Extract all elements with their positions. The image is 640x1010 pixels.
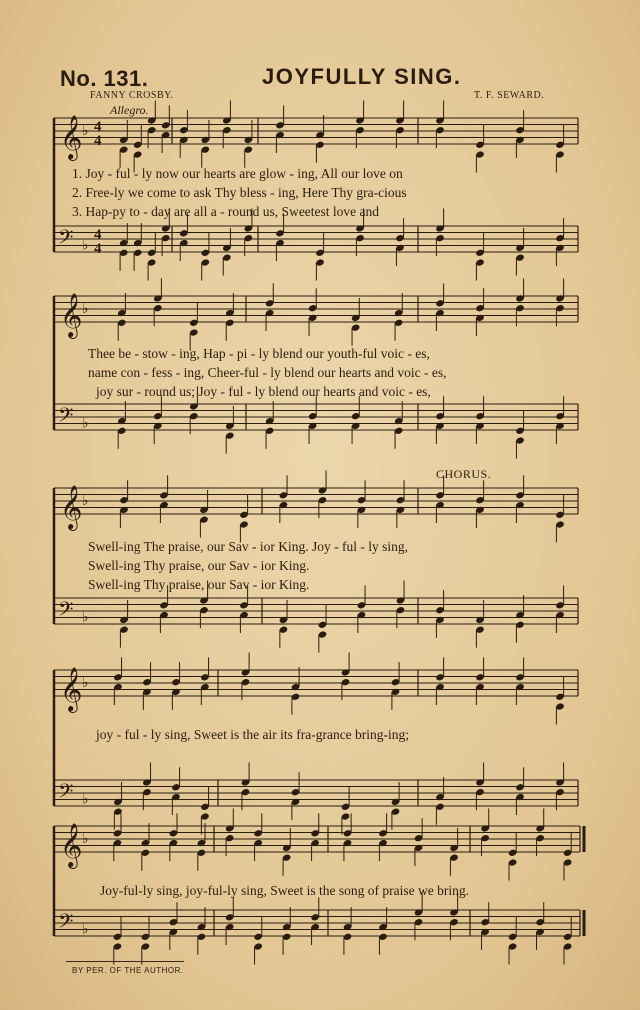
lyric-line: Swell-ing Thy praise, our Sav - ior King. — [88, 558, 310, 573]
footnote: BY PER. OF THE AUTHOR. — [72, 966, 184, 975]
lyric-line: Thee be - stow - ing, Hap - pi - ly blend our youth-ful voic - es, — [88, 346, 430, 361]
flat-sign: ♭ — [82, 791, 89, 808]
time-signature: 4 — [94, 119, 102, 135]
lyric-line: Joy-ful-ly sing, joy-ful-ly sing, Sweet is the song of praise we bring. — [100, 883, 469, 898]
flat-sign: ♭ — [82, 123, 89, 139]
hymn-title: JOYFULLY SING. — [262, 64, 462, 89]
time-signature: 4 — [94, 227, 102, 243]
lyric-line: Swell-ing Thy praise, our Sav - ior King. — [88, 577, 310, 592]
flat-sign: ♭ — [82, 493, 89, 509]
time-signature: 4 — [94, 241, 102, 257]
flat-sign: ♭ — [82, 609, 89, 626]
treble-clef: 𝄞 — [60, 293, 83, 337]
bass-clef: 𝄢 — [58, 909, 74, 938]
bass-clef: 𝄢 — [58, 597, 74, 626]
chorus-label: CHORUS. — [436, 467, 492, 481]
lyric-line: joy sur - round us; Joy - ful - ly blend our hearts and voic - es, — [96, 384, 431, 399]
treble-clef: 𝄞 — [60, 115, 83, 159]
lyric-line: 2. Free-ly we come to ask Thy bless - ing, Here Thy gra-cious — [72, 185, 407, 200]
time-signature: 4 — [94, 133, 102, 149]
tempo-marking: Allegro. — [110, 103, 149, 117]
flat-sign: ♭ — [82, 675, 89, 691]
treble-clef: 𝄞 — [60, 823, 83, 867]
footnote-rule — [66, 961, 184, 962]
flat-sign: ♭ — [82, 921, 89, 938]
flat-sign: ♭ — [82, 831, 89, 847]
flat-sign: ♭ — [82, 415, 89, 432]
treble-clef: 𝄞 — [60, 667, 83, 711]
bass-clef: 𝄢 — [58, 779, 74, 808]
lyric-line: joy - ful - ly sing, Sweet is the air its fra-grance bring-ing; — [96, 727, 410, 742]
lyric-line: name con - fess - ing, Cheer-ful - ly blend our hearts and voic - es, — [88, 365, 447, 380]
hymn-number: No. 131. — [60, 66, 149, 91]
lyric-line: Swell-ing The praise, our Sav - ior King. Joy - ful - ly sing, — [88, 539, 408, 554]
flat-sign: ♭ — [82, 301, 89, 317]
lyric-line: 1. Joy - ful - ly now our hearts are glow - ing, All our love on — [72, 166, 403, 181]
lyricist-credit: FANNY CROSBY. — [90, 90, 174, 101]
composer-credit: T. F. SEWARD. — [474, 90, 545, 101]
flat-sign: ♭ — [82, 237, 89, 254]
treble-clef: 𝄞 — [60, 485, 83, 529]
bass-clef: 𝄢 — [58, 225, 74, 254]
lyric-line: 3. Hap-py to - day are all a - round us, Sweetest love and — [72, 204, 380, 219]
bass-clef: 𝄢 — [58, 403, 74, 432]
